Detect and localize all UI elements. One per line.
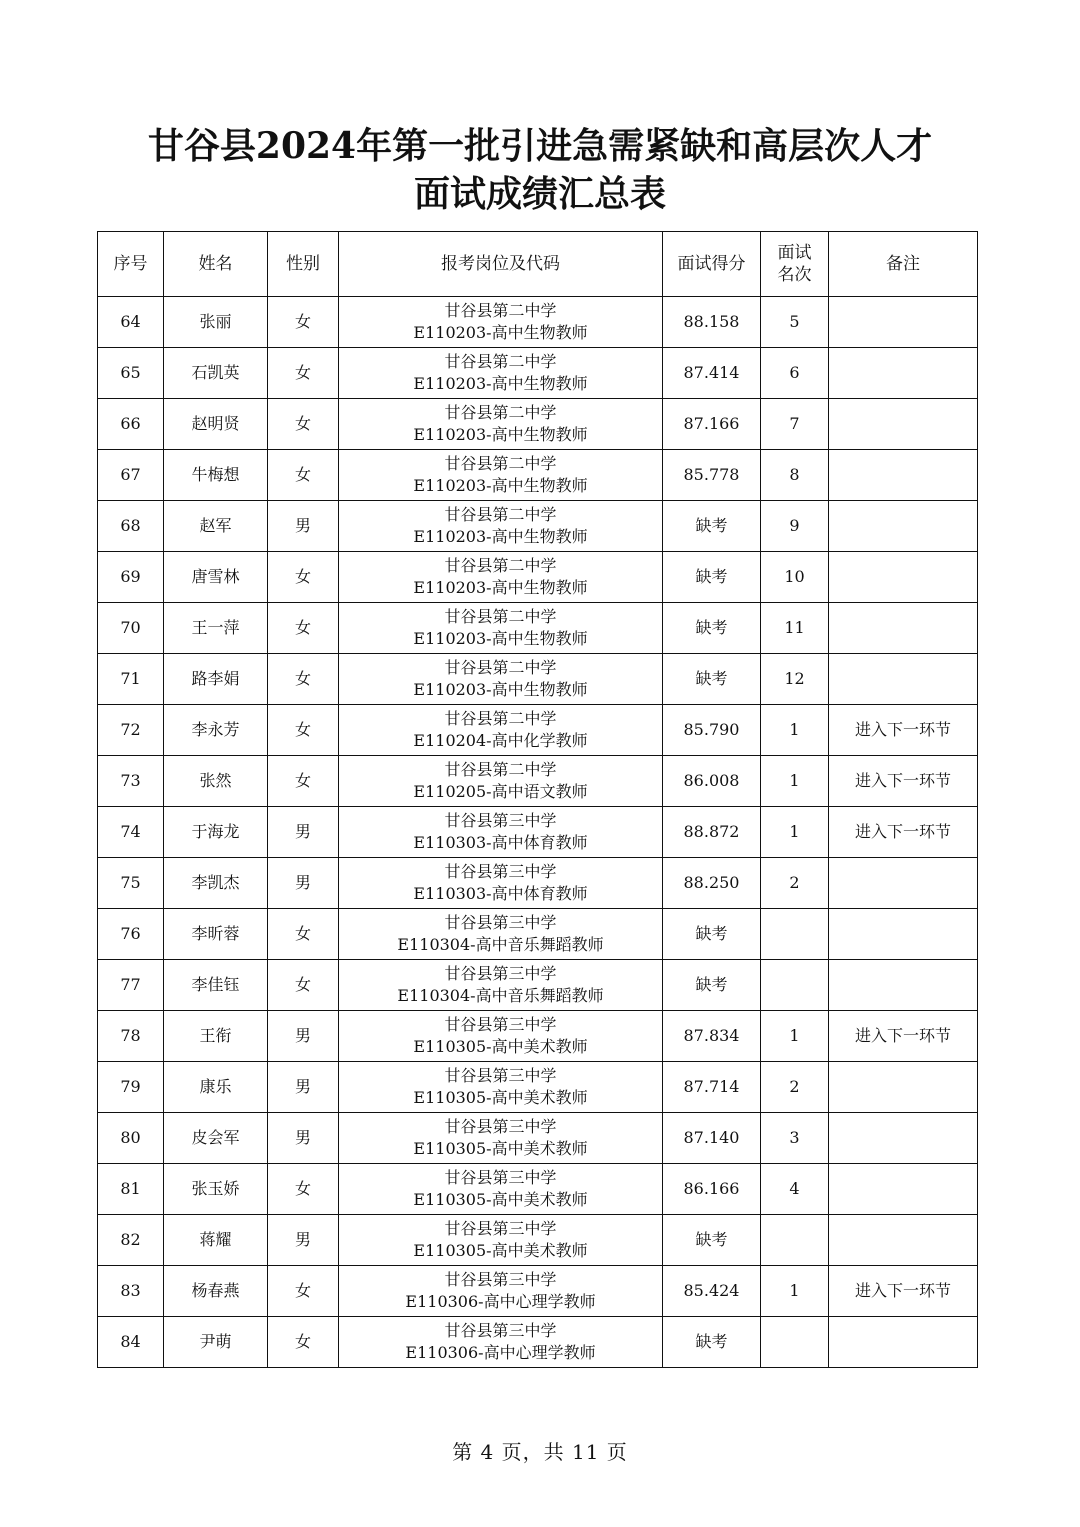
cell-note bbox=[829, 1215, 978, 1266]
cell-name: 张然 bbox=[164, 756, 268, 807]
cell-gender: 男 bbox=[268, 501, 339, 552]
cell-note: 进入下一环节 bbox=[829, 807, 978, 858]
cell-school: 甘谷县第二中学 bbox=[444, 505, 557, 524]
cell-gender: 女 bbox=[268, 1266, 339, 1317]
cell-school: 甘谷县第二中学 bbox=[444, 454, 557, 473]
cell-gender: 女 bbox=[268, 756, 339, 807]
cell-no: 82 bbox=[98, 1215, 164, 1266]
page-number: 第 4 页，共 11 页 bbox=[452, 1440, 628, 1464]
cell-note bbox=[829, 1113, 978, 1164]
table-row bbox=[98, 552, 978, 603]
cell-position: E110203-高中生物教师 bbox=[413, 425, 588, 444]
cell-school: 甘谷县第三中学 bbox=[444, 1117, 557, 1136]
results-table bbox=[97, 231, 978, 1368]
cell-rank bbox=[761, 909, 829, 960]
cell-rank: 9 bbox=[761, 501, 829, 552]
cell-no: 76 bbox=[98, 909, 164, 960]
cell-post bbox=[339, 1266, 663, 1317]
cell-rank: 4 bbox=[761, 1164, 829, 1215]
cell-score: 缺考 bbox=[663, 654, 761, 705]
cell-score: 88.158 bbox=[663, 297, 761, 348]
cell-position: E110203-高中生物教师 bbox=[413, 476, 588, 495]
cell-post bbox=[339, 858, 663, 909]
cell-gender: 男 bbox=[268, 1215, 339, 1266]
cell-school: 甘谷县第三中学 bbox=[444, 811, 557, 830]
cell-no: 79 bbox=[98, 1062, 164, 1113]
cell-school: 甘谷县第二中学 bbox=[444, 556, 557, 575]
cell-position: E110203-高中生物教师 bbox=[413, 323, 588, 342]
cell-school: 甘谷县第三中学 bbox=[444, 964, 557, 983]
cell-school: 甘谷县第二中学 bbox=[444, 658, 557, 677]
cell-post bbox=[339, 348, 663, 399]
cell-score: 87.714 bbox=[663, 1062, 761, 1113]
cell-rank: 2 bbox=[761, 1062, 829, 1113]
document-title bbox=[0, 122, 1080, 218]
cell-position: E110204-高中化学教师 bbox=[413, 731, 588, 750]
cell-no: 80 bbox=[98, 1113, 164, 1164]
cell-no: 84 bbox=[98, 1317, 164, 1368]
cell-no: 74 bbox=[98, 807, 164, 858]
cell-rank: 5 bbox=[761, 297, 829, 348]
cell-gender: 女 bbox=[268, 1164, 339, 1215]
cell-school: 甘谷县第三中学 bbox=[444, 1015, 557, 1034]
title-line-1: 甘谷县2024年第一批引进急需紧缺和高层次人才 bbox=[147, 125, 933, 167]
cell-name: 石凯英 bbox=[164, 348, 268, 399]
cell-gender: 女 bbox=[268, 654, 339, 705]
cell-post bbox=[339, 654, 663, 705]
cell-position: E110304-高中音乐舞蹈教师 bbox=[397, 935, 604, 954]
header-gender: 性别 bbox=[268, 232, 339, 297]
header-rank-line2: 名次 bbox=[777, 265, 812, 285]
cell-note: 进入下一环节 bbox=[829, 756, 978, 807]
cell-position: E110203-高中生物教师 bbox=[413, 629, 588, 648]
cell-score: 缺考 bbox=[663, 960, 761, 1011]
cell-gender: 男 bbox=[268, 1011, 339, 1062]
cell-score: 缺考 bbox=[663, 909, 761, 960]
cell-position: E110305-高中美术教师 bbox=[413, 1139, 588, 1158]
table-row bbox=[98, 756, 978, 807]
cell-school: 甘谷县第二中学 bbox=[444, 760, 557, 779]
header-post: 报考岗位及代码 bbox=[339, 232, 663, 297]
cell-rank: 12 bbox=[761, 654, 829, 705]
cell-note bbox=[829, 348, 978, 399]
cell-school: 甘谷县第二中学 bbox=[444, 607, 557, 626]
cell-name: 唐雪林 bbox=[164, 552, 268, 603]
table-row bbox=[98, 1062, 978, 1113]
table-row bbox=[98, 1113, 978, 1164]
cell-post bbox=[339, 1011, 663, 1062]
cell-post bbox=[339, 960, 663, 1011]
cell-rank bbox=[761, 1317, 829, 1368]
table-row bbox=[98, 501, 978, 552]
cell-post bbox=[339, 705, 663, 756]
cell-gender: 女 bbox=[268, 960, 339, 1011]
cell-note bbox=[829, 654, 978, 705]
table-row bbox=[98, 705, 978, 756]
cell-rank bbox=[761, 960, 829, 1011]
cell-position: E110306-高中心理学教师 bbox=[405, 1343, 596, 1362]
cell-school: 甘谷县第二中学 bbox=[444, 403, 557, 422]
cell-note: 进入下一环节 bbox=[829, 1266, 978, 1317]
table-header-row bbox=[98, 232, 978, 297]
cell-no: 67 bbox=[98, 450, 164, 501]
cell-note bbox=[829, 501, 978, 552]
table-row bbox=[98, 1164, 978, 1215]
cell-score: 85.790 bbox=[663, 705, 761, 756]
cell-rank: 11 bbox=[761, 603, 829, 654]
cell-no: 68 bbox=[98, 501, 164, 552]
cell-position: E110303-高中体育教师 bbox=[413, 884, 588, 903]
cell-school: 甘谷县第二中学 bbox=[444, 709, 557, 728]
table-row bbox=[98, 960, 978, 1011]
cell-school: 甘谷县第三中学 bbox=[444, 913, 557, 932]
header-rank bbox=[761, 232, 829, 297]
cell-score: 87.140 bbox=[663, 1113, 761, 1164]
table-row bbox=[98, 603, 978, 654]
cell-gender: 女 bbox=[268, 1317, 339, 1368]
cell-school: 甘谷县第三中学 bbox=[444, 1321, 557, 1340]
header-name: 姓名 bbox=[164, 232, 268, 297]
cell-post bbox=[339, 1215, 663, 1266]
cell-rank: 6 bbox=[761, 348, 829, 399]
cell-score: 88.250 bbox=[663, 858, 761, 909]
cell-no: 73 bbox=[98, 756, 164, 807]
cell-school: 甘谷县第三中学 bbox=[444, 862, 557, 881]
cell-rank: 1 bbox=[761, 705, 829, 756]
table-row bbox=[98, 297, 978, 348]
cell-note bbox=[829, 450, 978, 501]
cell-gender: 女 bbox=[268, 450, 339, 501]
cell-rank: 1 bbox=[761, 807, 829, 858]
cell-name: 赵明贤 bbox=[164, 399, 268, 450]
cell-score: 87.834 bbox=[663, 1011, 761, 1062]
cell-note bbox=[829, 1317, 978, 1368]
cell-note bbox=[829, 1164, 978, 1215]
cell-score: 缺考 bbox=[663, 1215, 761, 1266]
cell-name: 路李娟 bbox=[164, 654, 268, 705]
table-row bbox=[98, 1317, 978, 1368]
table-row bbox=[98, 348, 978, 399]
cell-school: 甘谷县第三中学 bbox=[444, 1270, 557, 1289]
cell-name: 李永芳 bbox=[164, 705, 268, 756]
cell-rank: 3 bbox=[761, 1113, 829, 1164]
cell-note bbox=[829, 399, 978, 450]
cell-rank bbox=[761, 1215, 829, 1266]
cell-name: 李昕蓉 bbox=[164, 909, 268, 960]
cell-position: E110305-高中美术教师 bbox=[413, 1037, 588, 1056]
cell-no: 81 bbox=[98, 1164, 164, 1215]
cell-no: 77 bbox=[98, 960, 164, 1011]
cell-position: E110205-高中语文教师 bbox=[413, 782, 588, 801]
cell-position: E110306-高中心理学教师 bbox=[405, 1292, 596, 1311]
cell-note bbox=[829, 1062, 978, 1113]
cell-gender: 女 bbox=[268, 552, 339, 603]
cell-score: 缺考 bbox=[663, 501, 761, 552]
cell-post bbox=[339, 450, 663, 501]
cell-rank: 8 bbox=[761, 450, 829, 501]
cell-post bbox=[339, 1164, 663, 1215]
cell-post bbox=[339, 501, 663, 552]
cell-position: E110303-高中体育教师 bbox=[413, 833, 588, 852]
cell-post bbox=[339, 603, 663, 654]
header-rank-line1: 面试 bbox=[777, 243, 812, 263]
header-note: 备注 bbox=[829, 232, 978, 297]
cell-name: 张丽 bbox=[164, 297, 268, 348]
cell-post bbox=[339, 1062, 663, 1113]
cell-no: 64 bbox=[98, 297, 164, 348]
cell-name: 王一萍 bbox=[164, 603, 268, 654]
header-score: 面试得分 bbox=[663, 232, 761, 297]
cell-gender: 男 bbox=[268, 1113, 339, 1164]
cell-name: 牛梅想 bbox=[164, 450, 268, 501]
cell-school: 甘谷县第三中学 bbox=[444, 1219, 557, 1238]
cell-no: 78 bbox=[98, 1011, 164, 1062]
title-line-2: 面试成绩汇总表 bbox=[413, 173, 666, 215]
cell-position: E110203-高中生物教师 bbox=[413, 374, 588, 393]
cell-score: 87.166 bbox=[663, 399, 761, 450]
cell-post bbox=[339, 297, 663, 348]
cell-post bbox=[339, 807, 663, 858]
cell-rank: 2 bbox=[761, 858, 829, 909]
table-row bbox=[98, 807, 978, 858]
cell-score: 85.778 bbox=[663, 450, 761, 501]
cell-rank: 1 bbox=[761, 1011, 829, 1062]
cell-no: 65 bbox=[98, 348, 164, 399]
cell-post bbox=[339, 552, 663, 603]
table-row bbox=[98, 858, 978, 909]
cell-position: E110203-高中生物教师 bbox=[413, 680, 588, 699]
cell-name: 赵军 bbox=[164, 501, 268, 552]
cell-name: 李凯杰 bbox=[164, 858, 268, 909]
cell-post bbox=[339, 909, 663, 960]
cell-gender: 女 bbox=[268, 399, 339, 450]
cell-note bbox=[829, 603, 978, 654]
cell-score: 86.166 bbox=[663, 1164, 761, 1215]
cell-no: 72 bbox=[98, 705, 164, 756]
cell-no: 71 bbox=[98, 654, 164, 705]
table-row bbox=[98, 1266, 978, 1317]
cell-name: 杨春燕 bbox=[164, 1266, 268, 1317]
cell-no: 66 bbox=[98, 399, 164, 450]
cell-no: 69 bbox=[98, 552, 164, 603]
cell-note: 进入下一环节 bbox=[829, 1011, 978, 1062]
cell-gender: 女 bbox=[268, 603, 339, 654]
table-row bbox=[98, 1011, 978, 1062]
cell-name: 李佳钰 bbox=[164, 960, 268, 1011]
cell-gender: 女 bbox=[268, 909, 339, 960]
cell-gender: 男 bbox=[268, 1062, 339, 1113]
cell-name: 尹萌 bbox=[164, 1317, 268, 1368]
cell-name: 康乐 bbox=[164, 1062, 268, 1113]
cell-name: 蒋耀 bbox=[164, 1215, 268, 1266]
cell-note bbox=[829, 297, 978, 348]
table-row bbox=[98, 909, 978, 960]
cell-score: 缺考 bbox=[663, 552, 761, 603]
cell-rank: 7 bbox=[761, 399, 829, 450]
cell-note bbox=[829, 858, 978, 909]
header-no: 序号 bbox=[98, 232, 164, 297]
cell-score: 缺考 bbox=[663, 603, 761, 654]
cell-score: 87.414 bbox=[663, 348, 761, 399]
cell-gender: 男 bbox=[268, 807, 339, 858]
cell-post bbox=[339, 1113, 663, 1164]
cell-score: 85.424 bbox=[663, 1266, 761, 1317]
cell-school: 甘谷县第二中学 bbox=[444, 301, 557, 320]
cell-name: 于海龙 bbox=[164, 807, 268, 858]
cell-post bbox=[339, 756, 663, 807]
cell-position: E110305-高中美术教师 bbox=[413, 1241, 588, 1260]
cell-rank: 1 bbox=[761, 756, 829, 807]
cell-gender: 男 bbox=[268, 858, 339, 909]
table-body bbox=[98, 297, 978, 1368]
table-row bbox=[98, 399, 978, 450]
cell-score: 86.008 bbox=[663, 756, 761, 807]
cell-position: E110203-高中生物教师 bbox=[413, 578, 588, 597]
cell-no: 70 bbox=[98, 603, 164, 654]
cell-name: 张玉娇 bbox=[164, 1164, 268, 1215]
cell-gender: 女 bbox=[268, 705, 339, 756]
cell-no: 83 bbox=[98, 1266, 164, 1317]
cell-no: 75 bbox=[98, 858, 164, 909]
cell-position: E110203-高中生物教师 bbox=[413, 527, 588, 546]
cell-note bbox=[829, 960, 978, 1011]
cell-note bbox=[829, 552, 978, 603]
table-row bbox=[98, 450, 978, 501]
cell-position: E110305-高中美术教师 bbox=[413, 1088, 588, 1107]
cell-rank: 1 bbox=[761, 1266, 829, 1317]
cell-gender: 女 bbox=[268, 297, 339, 348]
cell-rank: 10 bbox=[761, 552, 829, 603]
cell-school: 甘谷县第三中学 bbox=[444, 1066, 557, 1085]
cell-post bbox=[339, 399, 663, 450]
cell-school: 甘谷县第二中学 bbox=[444, 352, 557, 371]
cell-note: 进入下一环节 bbox=[829, 705, 978, 756]
cell-name: 皮会军 bbox=[164, 1113, 268, 1164]
cell-school: 甘谷县第三中学 bbox=[444, 1168, 557, 1187]
cell-name: 王衔 bbox=[164, 1011, 268, 1062]
cell-note bbox=[829, 909, 978, 960]
table-row bbox=[98, 1215, 978, 1266]
cell-post bbox=[339, 1317, 663, 1368]
cell-position: E110304-高中音乐舞蹈教师 bbox=[397, 986, 604, 1005]
cell-score: 88.872 bbox=[663, 807, 761, 858]
cell-position: E110305-高中美术教师 bbox=[413, 1190, 588, 1209]
cell-gender: 女 bbox=[268, 348, 339, 399]
table-row bbox=[98, 654, 978, 705]
cell-score: 缺考 bbox=[663, 1317, 761, 1368]
